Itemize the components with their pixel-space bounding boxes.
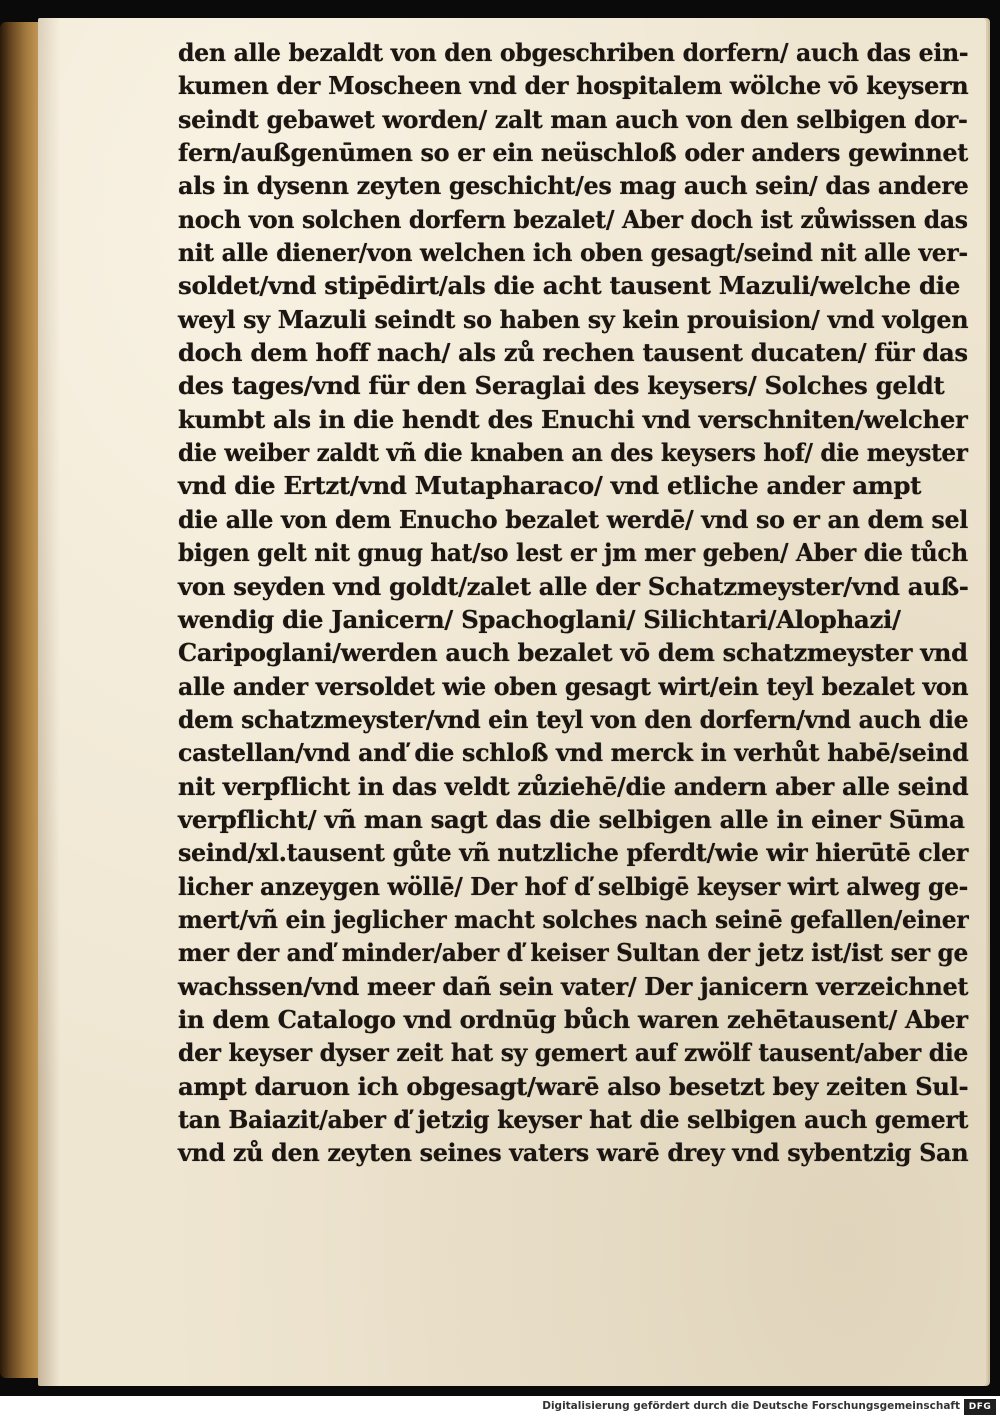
text-line: mer der anď minder/aber ď keiser Sultan der jetz ist/ist ser ge — [178, 938, 969, 968]
text-line: fern/außgenūmen so er ein neüschloß oder anders gewinnet — [178, 138, 968, 168]
text-line: den alle bezaldt von den obgeschriben dorfern/ auch das ein- — [178, 38, 969, 67]
text-line: Caripoglani/werden auch bezalet vō dem schatzmeyster vnd — [178, 638, 968, 668]
text-line: als in dysenn zeyten geschicht/es mag auch sein/ das andere — [178, 171, 969, 201]
text-line: mert/vñ ein jeglicher macht solches nach seinē gefallen/einer — [178, 904, 969, 934]
text-line: vnd zů den zeyten seines vaters warē drey vnd sybentzig San — [178, 1138, 969, 1168]
text-line: nit verpflicht in das veldt zůziehē/die andern aber alle seind — [178, 771, 969, 801]
text-line: verpflicht/ vñ man sagt das die selbigen alle in einer Sūma — [178, 804, 965, 834]
text-line: in dem Catalogo vnd ordnūg bůch waren zehētausent/ Aber — [178, 1004, 968, 1034]
text-line: kumen der Moscheen vnd der hospitalem wölche vō keysern — [178, 71, 969, 101]
text-line: wachssen/vnd meer dañ sein vater/ Der janicern verzeichnet — [178, 971, 969, 1001]
text-line: seindt gebawet worden/ zalt man auch von den selbigen dor- — [178, 104, 968, 134]
text-line: seind/xl.tausent gůte vñ nutzliche pferdt/wie wir hierūtē cler — [178, 838, 969, 868]
text-line: wendig die Janicern/ Spachoglani/ Silichtari/Alophazi/ — [178, 604, 901, 634]
text-line: die weiber zaldt vñ die knaben an des keysers hof/ die meyster — [178, 438, 968, 468]
text-line: soldet/vnd stipēdirt/als die acht tausent Mazuli/welche die — [178, 271, 960, 301]
digitization-credit: Digitalisierung gefördert durch die Deutsche Forschungsgemeinschaft — [542, 1400, 960, 1412]
text-line: noch von solchen dorfern bezalet/ Aber doch ist zůwissen das — [178, 204, 968, 234]
text-line: doch dem hoff nach/ als zů rechen tausent ducaten/ für das — [178, 338, 968, 368]
text-block — [178, 36, 968, 1170]
text-line: bigen gelt nit gnug hat/so lest er jm mer geben/ Aber die tůch — [178, 538, 968, 568]
text-line: die alle von dem Enucho bezalet werdē/ vnd so er an dem sel — [178, 504, 969, 534]
book-page-edges — [0, 22, 40, 1378]
text-line: castellan/vnd anď die schloß vnd merck in verhůt habē/seind — [178, 738, 969, 768]
text-line: des tages/vnd für den Seraglai des keysers/ Solches geldt — [178, 371, 945, 401]
text-line: licher anzeygen wöllē/ Der hof ď selbigē keyser wirt alweg ge- — [178, 871, 969, 901]
book-page — [38, 18, 986, 1386]
dfg-logo: DFG — [964, 1399, 996, 1415]
text-line: weyl sy Mazuli seindt so haben sy kein prouision/ vnd volgen — [178, 304, 969, 334]
text-line: ampt daruon ich obgesagt/warē also besetzt bey zeiten Sul- — [178, 1071, 969, 1101]
text-line: vnd die Ertzt/vnd Mutapharaco/ vnd etliche ander ampt — [178, 471, 922, 501]
text-line: tan Baiazit/aber ď jetzig keyser hat die selbigen auch gemert — [178, 1105, 969, 1134]
text-line: der keyser dyser zeit hat sy gemert auf zwölf tausent/aber die — [178, 1038, 969, 1068]
text-line: dem schatzmeyster/vnd ein teyl von den dorfern/vnd auch die — [178, 704, 969, 734]
text-line: kumbt als in die hendt des Enuchi vnd verschniten/welcher — [178, 404, 968, 434]
text-line: nit alle diener/von welchen ich oben gesagt/seind nit alle ver- — [178, 238, 968, 268]
text-line: alle ander versoldet wie oben gesagt wirt/ein teyl bezalet von — [178, 671, 969, 701]
footer-bar — [0, 1396, 1000, 1419]
text-line: von seyden vnd goldt/zalet alle der Schatzmeyster/vnd auß- — [178, 571, 969, 601]
